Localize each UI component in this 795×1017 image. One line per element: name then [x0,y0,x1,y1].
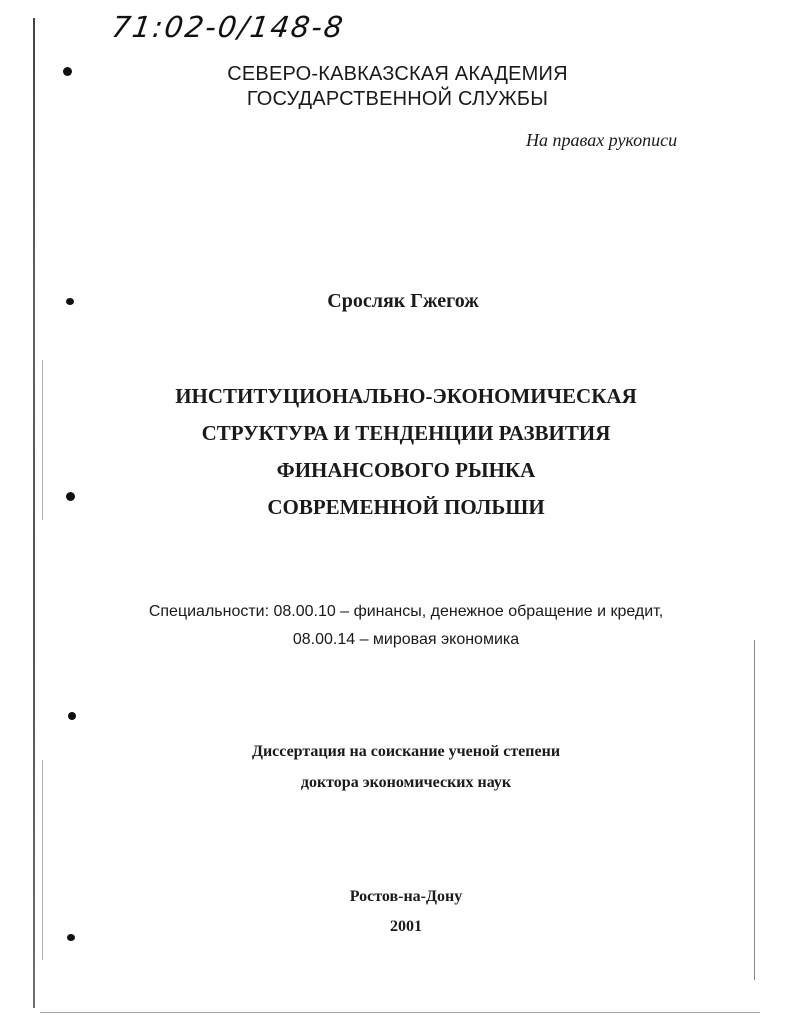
place-and-year [0,882,795,942]
degree-line-2: доктора экономических наук [300,774,512,791]
scan-bottom-edge [40,1012,760,1013]
title-line-2: СТРУКТУРА И ТЕНДЕНЦИИ РАЗВИТИЯ [201,421,611,445]
specialties-line-1: Специальности: 08.00.10 – финансы, денежное обращение и кредит, [148,603,664,620]
specialties [0,598,795,654]
organization-line-2: ГОСУДАРСТВЕННОЙ СЛУЖБЫ [246,88,549,110]
degree-line-1: Диссертация на соискание ученой степени [251,743,561,760]
dissertation-title [0,378,795,526]
title-line-1: ИНСТИТУЦИОНАЛЬНО-ЭКОНОМИЧЕСКАЯ [175,384,637,408]
place: Ростов-на-Дону [349,888,463,905]
organization-name [0,62,795,112]
organization-line-1: СЕВЕРО-КАВКАЗСКАЯ АКАДЕМИЯ [227,63,568,85]
title-line-4: СОВРЕМЕННОЙ ПОЛЬШИ [267,495,545,519]
author-name: Сросляк Гжегож [327,290,479,312]
title-line-3: ФИНАНСОВОГО РЫНКА [276,458,536,482]
year: 2001 [390,918,422,935]
handwritten-catalog-number: 71:02-0/148-8 [109,10,347,44]
punch-hole-mark [68,712,76,720]
manuscript-rights-note: На правах рукописи [526,130,678,150]
degree-statement [0,736,795,798]
specialties-line-2: 08.00.14 – мировая экономика [292,631,520,648]
